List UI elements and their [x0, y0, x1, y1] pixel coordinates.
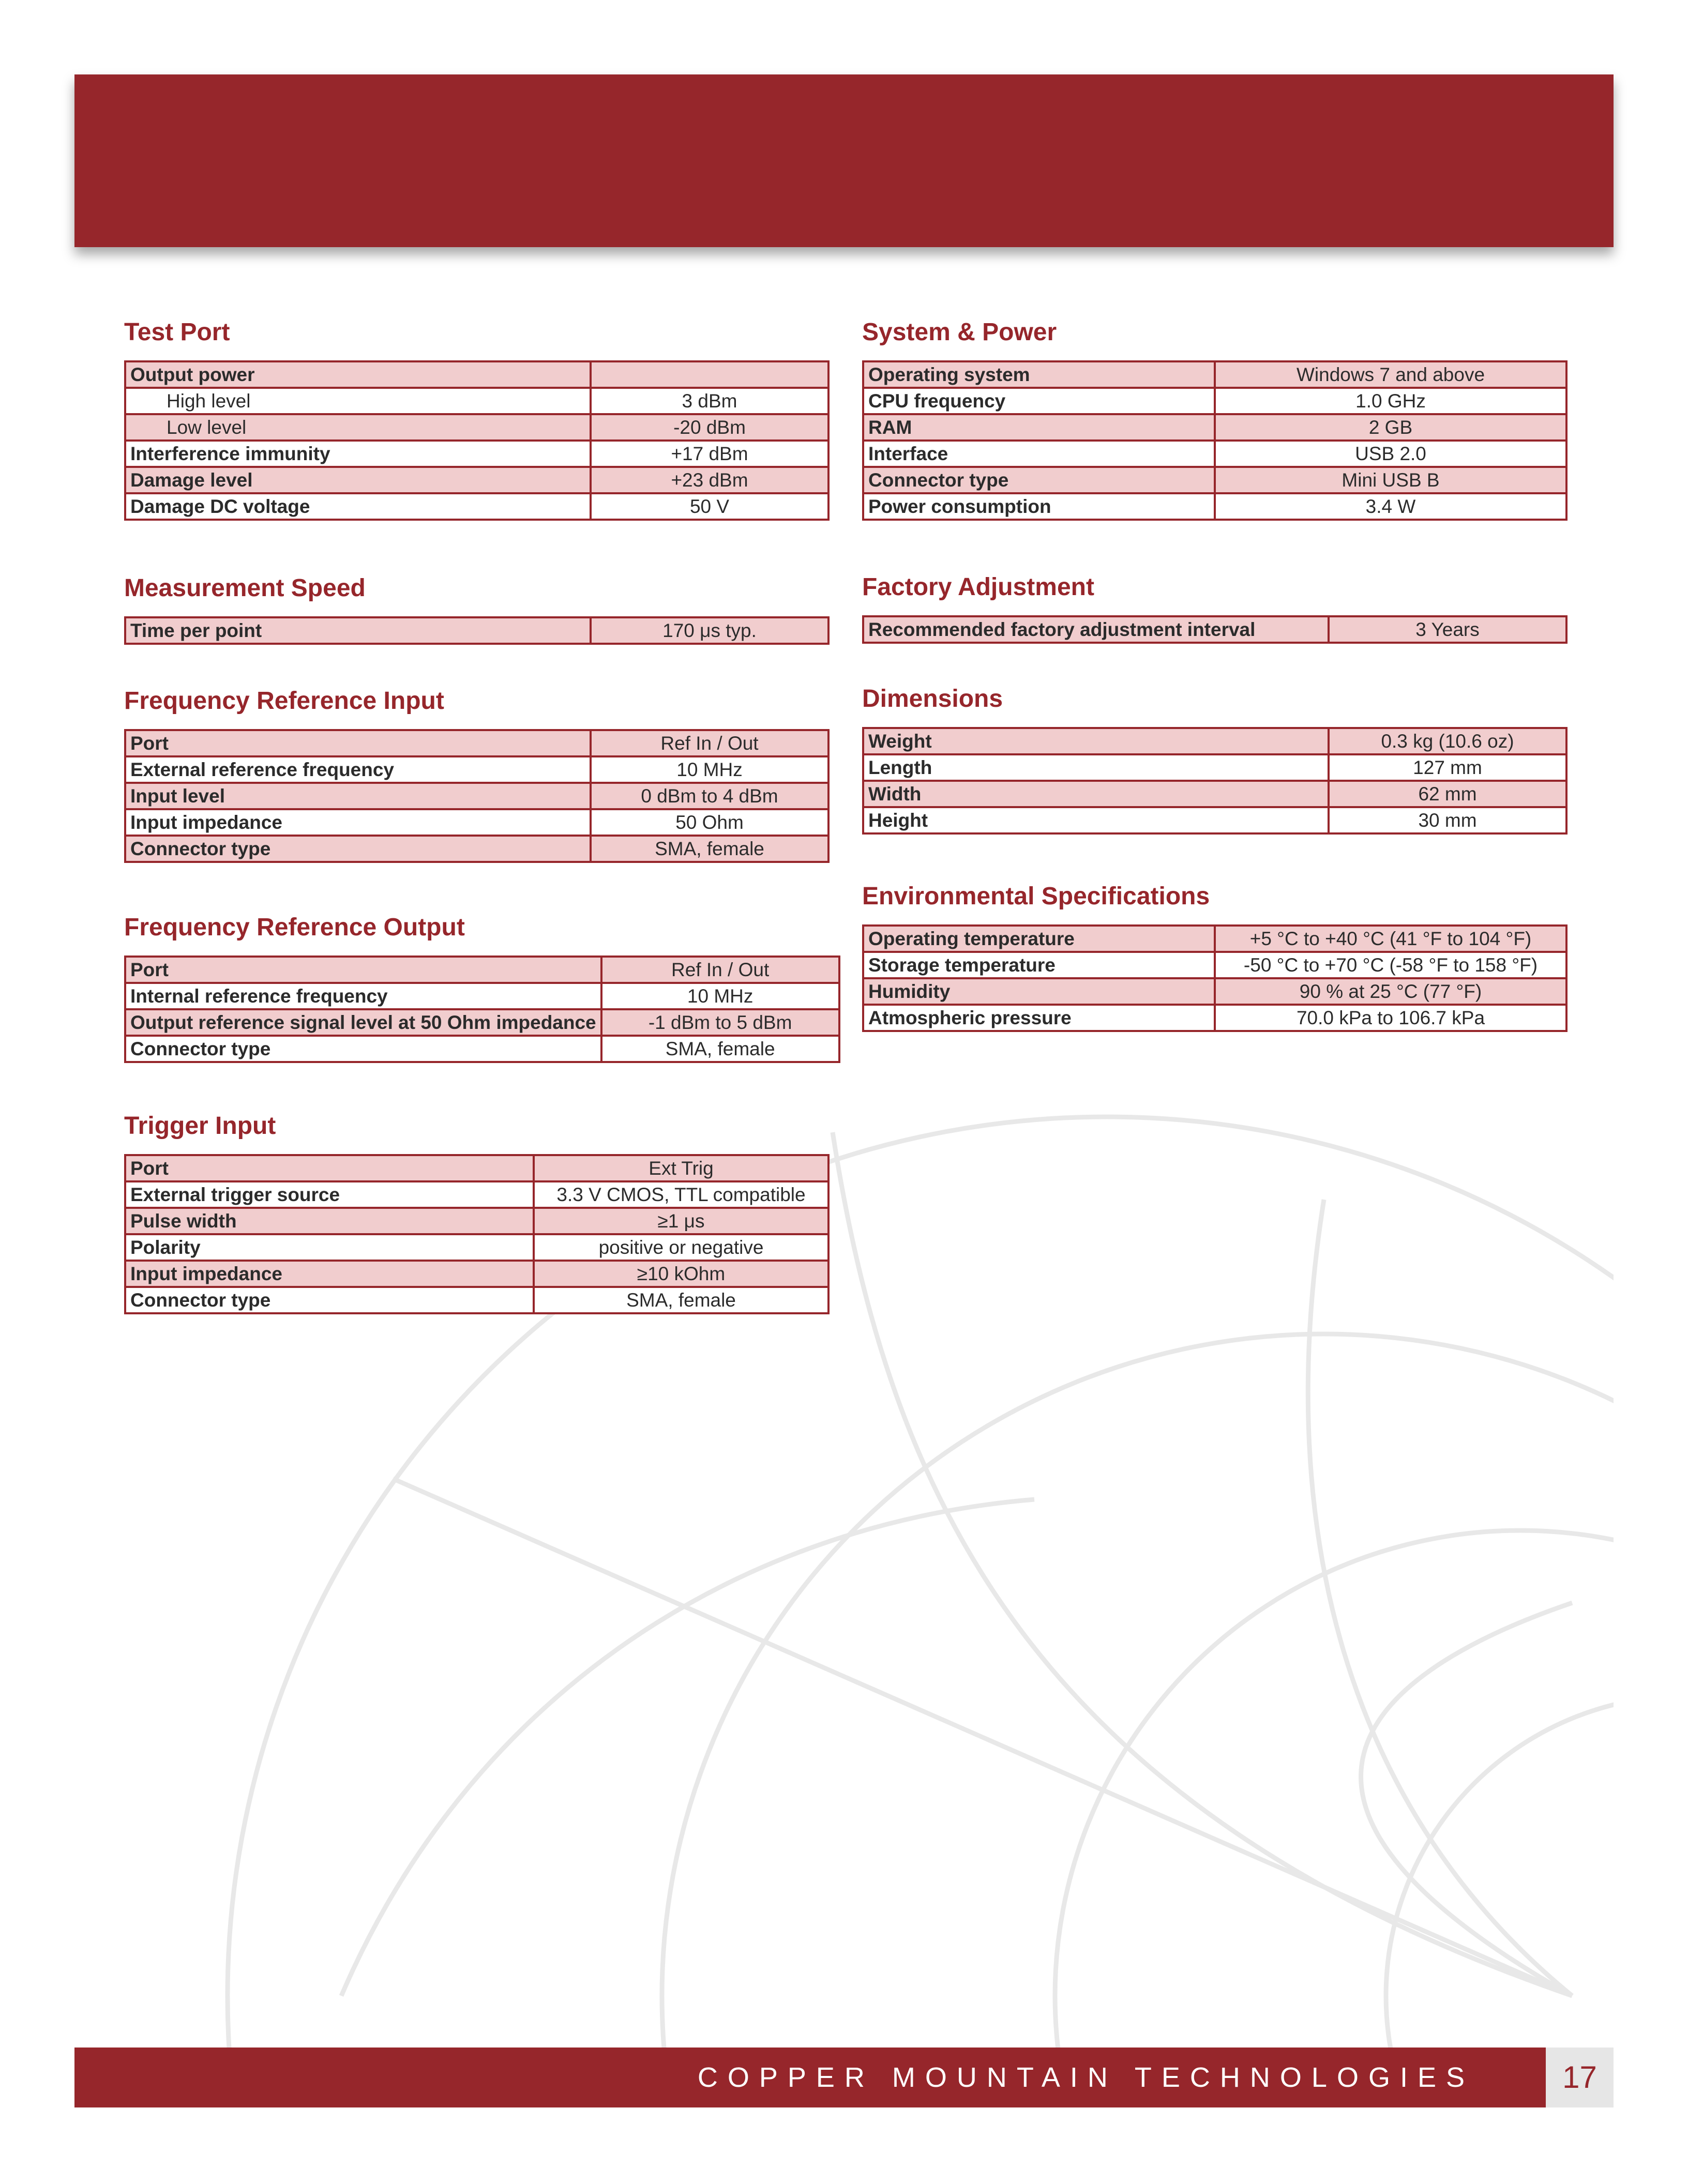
spec-table: [862, 924, 1568, 1032]
row-label: Connector type: [863, 467, 1215, 493]
table-row: [125, 1009, 839, 1036]
section-title: Environmental Specifications: [862, 883, 1210, 910]
table-row: [125, 756, 828, 783]
spec-table: [124, 729, 830, 863]
section-title: Trigger Input: [124, 1112, 276, 1140]
table-row: [863, 467, 1566, 493]
table-row: [863, 754, 1566, 781]
spec-table: [124, 360, 830, 521]
row-label: Connector type: [125, 836, 591, 862]
row-label: Connector type: [125, 1287, 534, 1313]
table-row: [863, 493, 1566, 520]
row-label: Polarity: [125, 1234, 534, 1261]
table-row: [863, 616, 1566, 643]
row-value: Mini USB B: [1215, 467, 1566, 493]
spec-table: [862, 615, 1568, 644]
row-value: Ref In / Out: [591, 730, 828, 756]
page-number: 17: [1546, 2048, 1614, 2107]
row-value: positive or negative: [534, 1234, 828, 1261]
table-row: [125, 441, 828, 467]
row-value: +23 dBm: [591, 467, 828, 493]
row-value: SMA, female: [534, 1287, 828, 1313]
table-row: [125, 836, 828, 862]
table-row: [125, 617, 828, 644]
table-row: [125, 1261, 828, 1287]
table-row: [125, 1155, 828, 1181]
row-value: 2 GB: [1215, 414, 1566, 441]
row-label: Connector type: [125, 1036, 601, 1062]
table-row: [125, 361, 828, 388]
row-value: 0.3 kg (10.6 oz): [1329, 728, 1566, 754]
table-row: [125, 1181, 828, 1208]
row-label: CPU frequency: [863, 388, 1215, 414]
row-label: Width: [863, 781, 1329, 807]
row-value: +17 dBm: [591, 441, 828, 467]
row-label: Interface: [863, 441, 1215, 467]
row-value: 1.0 GHz: [1215, 388, 1566, 414]
row-label: Internal reference frequency: [125, 983, 601, 1009]
row-value: SMA, female: [591, 836, 828, 862]
row-label: RAM: [863, 414, 1215, 441]
row-label: Input impedance: [125, 1261, 534, 1287]
table-row: [125, 467, 828, 493]
row-value: SMA, female: [601, 1036, 839, 1062]
table-row: [125, 414, 828, 441]
table-row: [863, 926, 1566, 952]
row-value: ≥10 kOhm: [534, 1261, 828, 1287]
section-title: Frequency Reference Input: [124, 687, 444, 715]
section-title: Measurement Speed: [124, 574, 366, 602]
table-row: [125, 730, 828, 756]
row-value: -1 dBm to 5 dBm: [601, 1009, 839, 1036]
section-dimensions: [862, 682, 1568, 835]
row-value: ≥1 μs: [534, 1208, 828, 1234]
row-value: 3.3 V CMOS, TTL compatible: [534, 1181, 828, 1208]
row-value: -50 °C to +70 °C (-58 °F to 158 °F): [1215, 952, 1566, 978]
section-system-power: [862, 316, 1568, 521]
row-label: Height: [863, 807, 1329, 833]
spec-table: [862, 360, 1568, 521]
table-row: [863, 952, 1566, 978]
table-row: [863, 1005, 1566, 1031]
table-row: [125, 1234, 828, 1261]
row-value: 10 MHz: [601, 983, 839, 1009]
table-row: [125, 388, 828, 414]
row-label: Output reference signal level at 50 Ohm impedance: [125, 1009, 601, 1036]
section-title: System & Power: [862, 318, 1057, 346]
row-value: 10 MHz: [591, 756, 828, 783]
row-value: USB 2.0: [1215, 441, 1566, 467]
row-label: Power consumption: [863, 493, 1215, 520]
table-row: [125, 957, 839, 983]
row-label: Interference immunity: [125, 441, 591, 467]
row-value: 0 dBm to 4 dBm: [591, 783, 828, 809]
row-value: Ext Trig: [534, 1155, 828, 1181]
row-label: High level: [125, 388, 591, 414]
section-title: Dimensions: [862, 685, 1003, 712]
table-row: [863, 441, 1566, 467]
table-row: [863, 978, 1566, 1005]
row-value: [591, 361, 828, 388]
row-label: External trigger source: [125, 1181, 534, 1208]
table-row: [125, 809, 828, 836]
table-row: [863, 781, 1566, 807]
table-row: [125, 1036, 839, 1062]
row-label: Port: [125, 730, 591, 756]
row-value: 50 Ohm: [591, 809, 828, 836]
row-value: 3 Years: [1329, 616, 1566, 643]
row-label: Input impedance: [125, 809, 591, 836]
row-label: Damage level: [125, 467, 591, 493]
table-row: [863, 728, 1566, 754]
row-value: 170 μs typ.: [591, 617, 828, 644]
row-value: +5 °C to +40 °C (41 °F to 104 °F): [1215, 926, 1566, 952]
section-title: Test Port: [124, 318, 230, 346]
footer-bar: [74, 2048, 1546, 2107]
row-value: 3 dBm: [591, 388, 828, 414]
spec-table: [124, 616, 830, 645]
row-label: Storage temperature: [863, 952, 1215, 978]
row-label: Length: [863, 754, 1329, 781]
table-row: [863, 361, 1566, 388]
row-label: Input level: [125, 783, 591, 809]
row-label: Atmospheric pressure: [863, 1005, 1215, 1031]
section-frequency-reference-input: [124, 685, 830, 863]
section-environmental-specifications: [862, 880, 1568, 1032]
section-test-port: [124, 316, 830, 521]
footer-company-name: COPPER MOUNTAIN TECHNOLOGIES: [697, 2062, 1474, 2093]
table-row: [125, 1208, 828, 1234]
row-label: Operating temperature: [863, 926, 1215, 952]
header-banner: [74, 74, 1614, 247]
section-trigger-input: [124, 1110, 830, 1314]
row-label: Operating system: [863, 361, 1215, 388]
table-row: [863, 807, 1566, 833]
section-factory-adjustment: [862, 571, 1568, 644]
row-value: Ref In / Out: [601, 957, 839, 983]
table-row: [125, 493, 828, 520]
row-label: Output power: [125, 361, 591, 388]
row-label: Time per point: [125, 617, 591, 644]
row-label: External reference frequency: [125, 756, 591, 783]
row-label: Port: [125, 957, 601, 983]
section-measurement-speed: [124, 572, 830, 645]
row-label: Recommended factory adjustment interval: [863, 616, 1329, 643]
row-label: Port: [125, 1155, 534, 1181]
row-label: Low level: [125, 414, 591, 441]
row-value: Windows 7 and above: [1215, 361, 1566, 388]
row-value: 70.0 kPa to 106.7 kPa: [1215, 1005, 1566, 1031]
spec-table: [124, 1154, 830, 1314]
section-frequency-reference-output: [124, 911, 840, 1063]
spec-table: [862, 727, 1568, 835]
row-value: -20 dBm: [591, 414, 828, 441]
row-label: Humidity: [863, 978, 1215, 1005]
section-title: Frequency Reference Output: [124, 914, 465, 941]
row-label: Weight: [863, 728, 1329, 754]
row-value: 62 mm: [1329, 781, 1566, 807]
row-label: Damage DC voltage: [125, 493, 591, 520]
row-value: 50 V: [591, 493, 828, 520]
spec-table: [124, 956, 840, 1063]
row-label: Pulse width: [125, 1208, 534, 1234]
table-row: [863, 414, 1566, 441]
row-value: 127 mm: [1329, 754, 1566, 781]
table-row: [125, 783, 828, 809]
section-title: Factory Adjustment: [862, 573, 1094, 601]
table-row: [125, 1287, 828, 1313]
row-value: 30 mm: [1329, 807, 1566, 833]
row-value: 3.4 W: [1215, 493, 1566, 520]
table-row: [125, 983, 839, 1009]
table-row: [863, 388, 1566, 414]
row-value: 90 % at 25 °C (77 °F): [1215, 978, 1566, 1005]
